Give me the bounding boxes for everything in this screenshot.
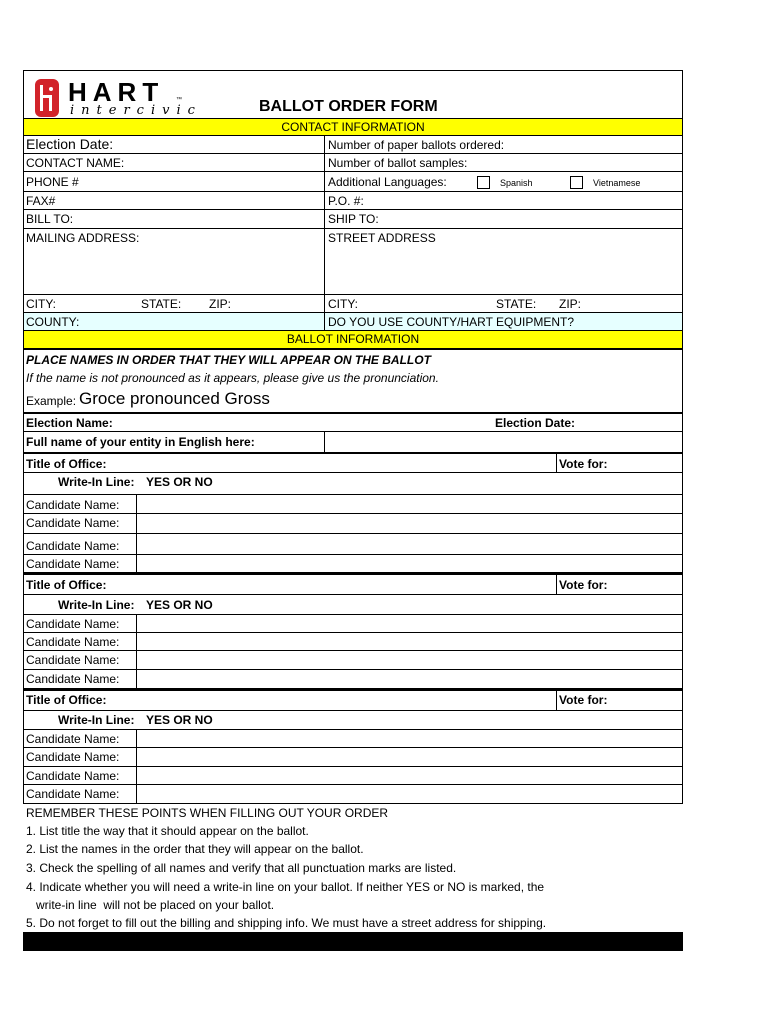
row-line	[23, 472, 683, 473]
write-in-label: Write-In Line:	[58, 475, 135, 489]
entity-divider	[324, 431, 325, 452]
frame-left	[23, 70, 24, 803]
row-line	[23, 632, 683, 633]
row-line	[23, 729, 683, 730]
ballot-section-bar	[24, 330, 682, 350]
row-line	[23, 650, 683, 651]
vote-for-label[interactable]: Vote for:	[559, 693, 608, 707]
yes-or-no-label[interactable]: YES OR NO	[146, 598, 213, 612]
row-line	[23, 412, 683, 414]
row-line	[23, 747, 683, 748]
city-label[interactable]: CITY:	[26, 297, 57, 311]
fax-label[interactable]: FAX#	[26, 194, 56, 208]
row-line	[23, 766, 683, 767]
example-label: Example:	[26, 394, 77, 408]
county-divider	[324, 313, 325, 330]
frame-top	[23, 70, 683, 71]
hart-logo-icon	[34, 78, 60, 118]
vote-divider	[556, 454, 557, 473]
yes-or-no-label[interactable]: YES OR NO	[146, 475, 213, 489]
candidate-name-label[interactable]: Candidate Name:	[26, 557, 120, 571]
frame-right	[682, 70, 683, 803]
footer-bar	[23, 932, 683, 951]
vote-for-label[interactable]: Vote for:	[559, 457, 608, 471]
reminder-item: 2. List the names in the order that they will appear on the ballot.	[26, 842, 364, 856]
logo-tm: ™	[176, 97, 182, 103]
reminder-item: 3. Check the spelling of all names and verify that all punctuation marks are listed.	[26, 861, 457, 875]
row-line	[23, 533, 683, 534]
contact-section-bar	[24, 118, 682, 136]
election-name-label[interactable]: Election Name:	[26, 416, 113, 430]
candidate-name-label[interactable]: Candidate Name:	[26, 769, 120, 783]
vietnamese-checkbox[interactable]	[570, 176, 583, 189]
ballot-election-date-label[interactable]: Election Date:	[495, 416, 576, 430]
row-line	[23, 594, 683, 595]
row-line	[23, 688, 683, 691]
candidate-name-label[interactable]: Candidate Name:	[26, 617, 120, 631]
street-address-label[interactable]: STREET ADDRESS	[328, 231, 436, 245]
row-line	[23, 228, 683, 229]
candidate-divider	[136, 614, 137, 688]
spanish-label: Spanish	[500, 178, 533, 188]
reminder-item: 5. Do not forget to fill out the billing and shipping info. We must have a street address for shipping.	[26, 916, 547, 930]
spanish-checkbox[interactable]	[477, 176, 490, 189]
pronounce-note: If the name is not pronounced as it appears, please give us the pronunciation.	[26, 371, 439, 385]
additional-languages-label: Additional Languages:	[328, 175, 447, 189]
row-line	[23, 431, 683, 432]
candidate-name-label[interactable]: Candidate Name:	[26, 516, 120, 530]
example-text: Groce pronounced Gross	[79, 389, 270, 408]
row-line	[23, 452, 683, 454]
candidate-name-label[interactable]: Candidate Name:	[26, 787, 120, 801]
phone-label[interactable]: PHONE #	[26, 175, 79, 189]
contact-name-label[interactable]: CONTACT NAME:	[26, 156, 125, 170]
reminders-heading: REMEMBER THESE POINTS WHEN FILLING OUT YOUR ORDER	[26, 806, 389, 820]
candidate-name-label[interactable]: Candidate Name:	[26, 539, 120, 553]
vote-divider	[556, 691, 557, 711]
row-line	[23, 710, 683, 711]
candidate-name-label[interactable]: Candidate Name:	[26, 653, 120, 667]
state-label[interactable]: STATE:	[141, 297, 182, 311]
form-title: BALLOT ORDER FORM	[259, 98, 438, 115]
candidate-name-label[interactable]: Candidate Name:	[26, 750, 120, 764]
contact-section-title: CONTACT INFORMATION	[281, 120, 425, 134]
row-line	[23, 209, 683, 210]
ballot-instruction: PLACE NAMES IN ORDER THAT THEY WILL APPEAR ON THE BALLOT	[26, 353, 431, 367]
ballot-section-title: BALLOT INFORMATION	[286, 332, 420, 346]
vote-for-label[interactable]: Vote for:	[559, 578, 608, 592]
row-line	[23, 669, 683, 670]
entity-name-label[interactable]: Full name of your entity in English here:	[26, 435, 255, 449]
candidate-name-label[interactable]: Candidate Name:	[26, 672, 120, 686]
row-line	[23, 614, 683, 615]
row-line	[23, 572, 683, 575]
county-label[interactable]: COUNTY:	[26, 315, 80, 329]
equipment-label[interactable]: DO YOU USE COUNTY/HART EQUIPMENT?	[328, 315, 575, 329]
row-line	[23, 294, 683, 295]
logo-sub-text: intercivic	[70, 103, 202, 118]
title-of-office-label[interactable]: Title of Office:	[26, 457, 107, 471]
row-line	[23, 784, 683, 785]
reminder-item: write-in line will not be placed on your ballot.	[26, 898, 275, 912]
candidate-name-label[interactable]: Candidate Name:	[26, 498, 120, 512]
zip-label[interactable]: ZIP:	[209, 297, 232, 311]
ship-to-label[interactable]: SHIP TO:	[328, 212, 379, 226]
reminder-item: 4. Indicate whether you will need a write-in line on your ballot. If neither YES or NO is marked, the	[26, 880, 545, 894]
row-line	[23, 513, 683, 514]
logo-main-text: HART	[68, 77, 165, 107]
ballot-samples-label[interactable]: Number of ballot samples:	[328, 156, 468, 170]
write-in-label: Write-In Line:	[58, 713, 135, 727]
vote-divider	[556, 575, 557, 595]
candidate-name-label[interactable]: Candidate Name:	[26, 635, 120, 649]
row-line	[23, 494, 683, 495]
row-line	[23, 171, 683, 172]
vietnamese-label: Vietnamese	[593, 178, 641, 188]
mailing-address-label[interactable]: MAILING ADDRESS:	[26, 231, 140, 245]
po-label[interactable]: P.O. #:	[328, 194, 364, 208]
hart-logo	[34, 77, 202, 120]
row-line	[23, 803, 683, 804]
bill-to-label[interactable]: BILL TO:	[26, 212, 74, 226]
ship-zip-label[interactable]: ZIP:	[559, 297, 582, 311]
title-of-office-label[interactable]: Title of Office:	[26, 693, 107, 707]
election-date-label[interactable]: Election Date:	[26, 136, 114, 152]
paper-ballots-label[interactable]: Number of paper ballots ordered:	[328, 138, 505, 152]
row-line	[23, 554, 683, 555]
write-in-label: Write-In Line:	[58, 598, 135, 612]
yes-or-no-label[interactable]: YES OR NO	[146, 713, 213, 727]
row-line	[23, 191, 683, 192]
ship-city-label[interactable]: CITY:	[328, 297, 359, 311]
reminder-item: 1. List title the way that it should appear on the ballot.	[26, 824, 309, 838]
candidate-name-label[interactable]: Candidate Name:	[26, 732, 120, 746]
row-line	[23, 153, 683, 154]
title-of-office-label[interactable]: Title of Office:	[26, 578, 107, 592]
contact-divider	[324, 135, 325, 330]
ship-state-label[interactable]: STATE:	[496, 297, 537, 311]
